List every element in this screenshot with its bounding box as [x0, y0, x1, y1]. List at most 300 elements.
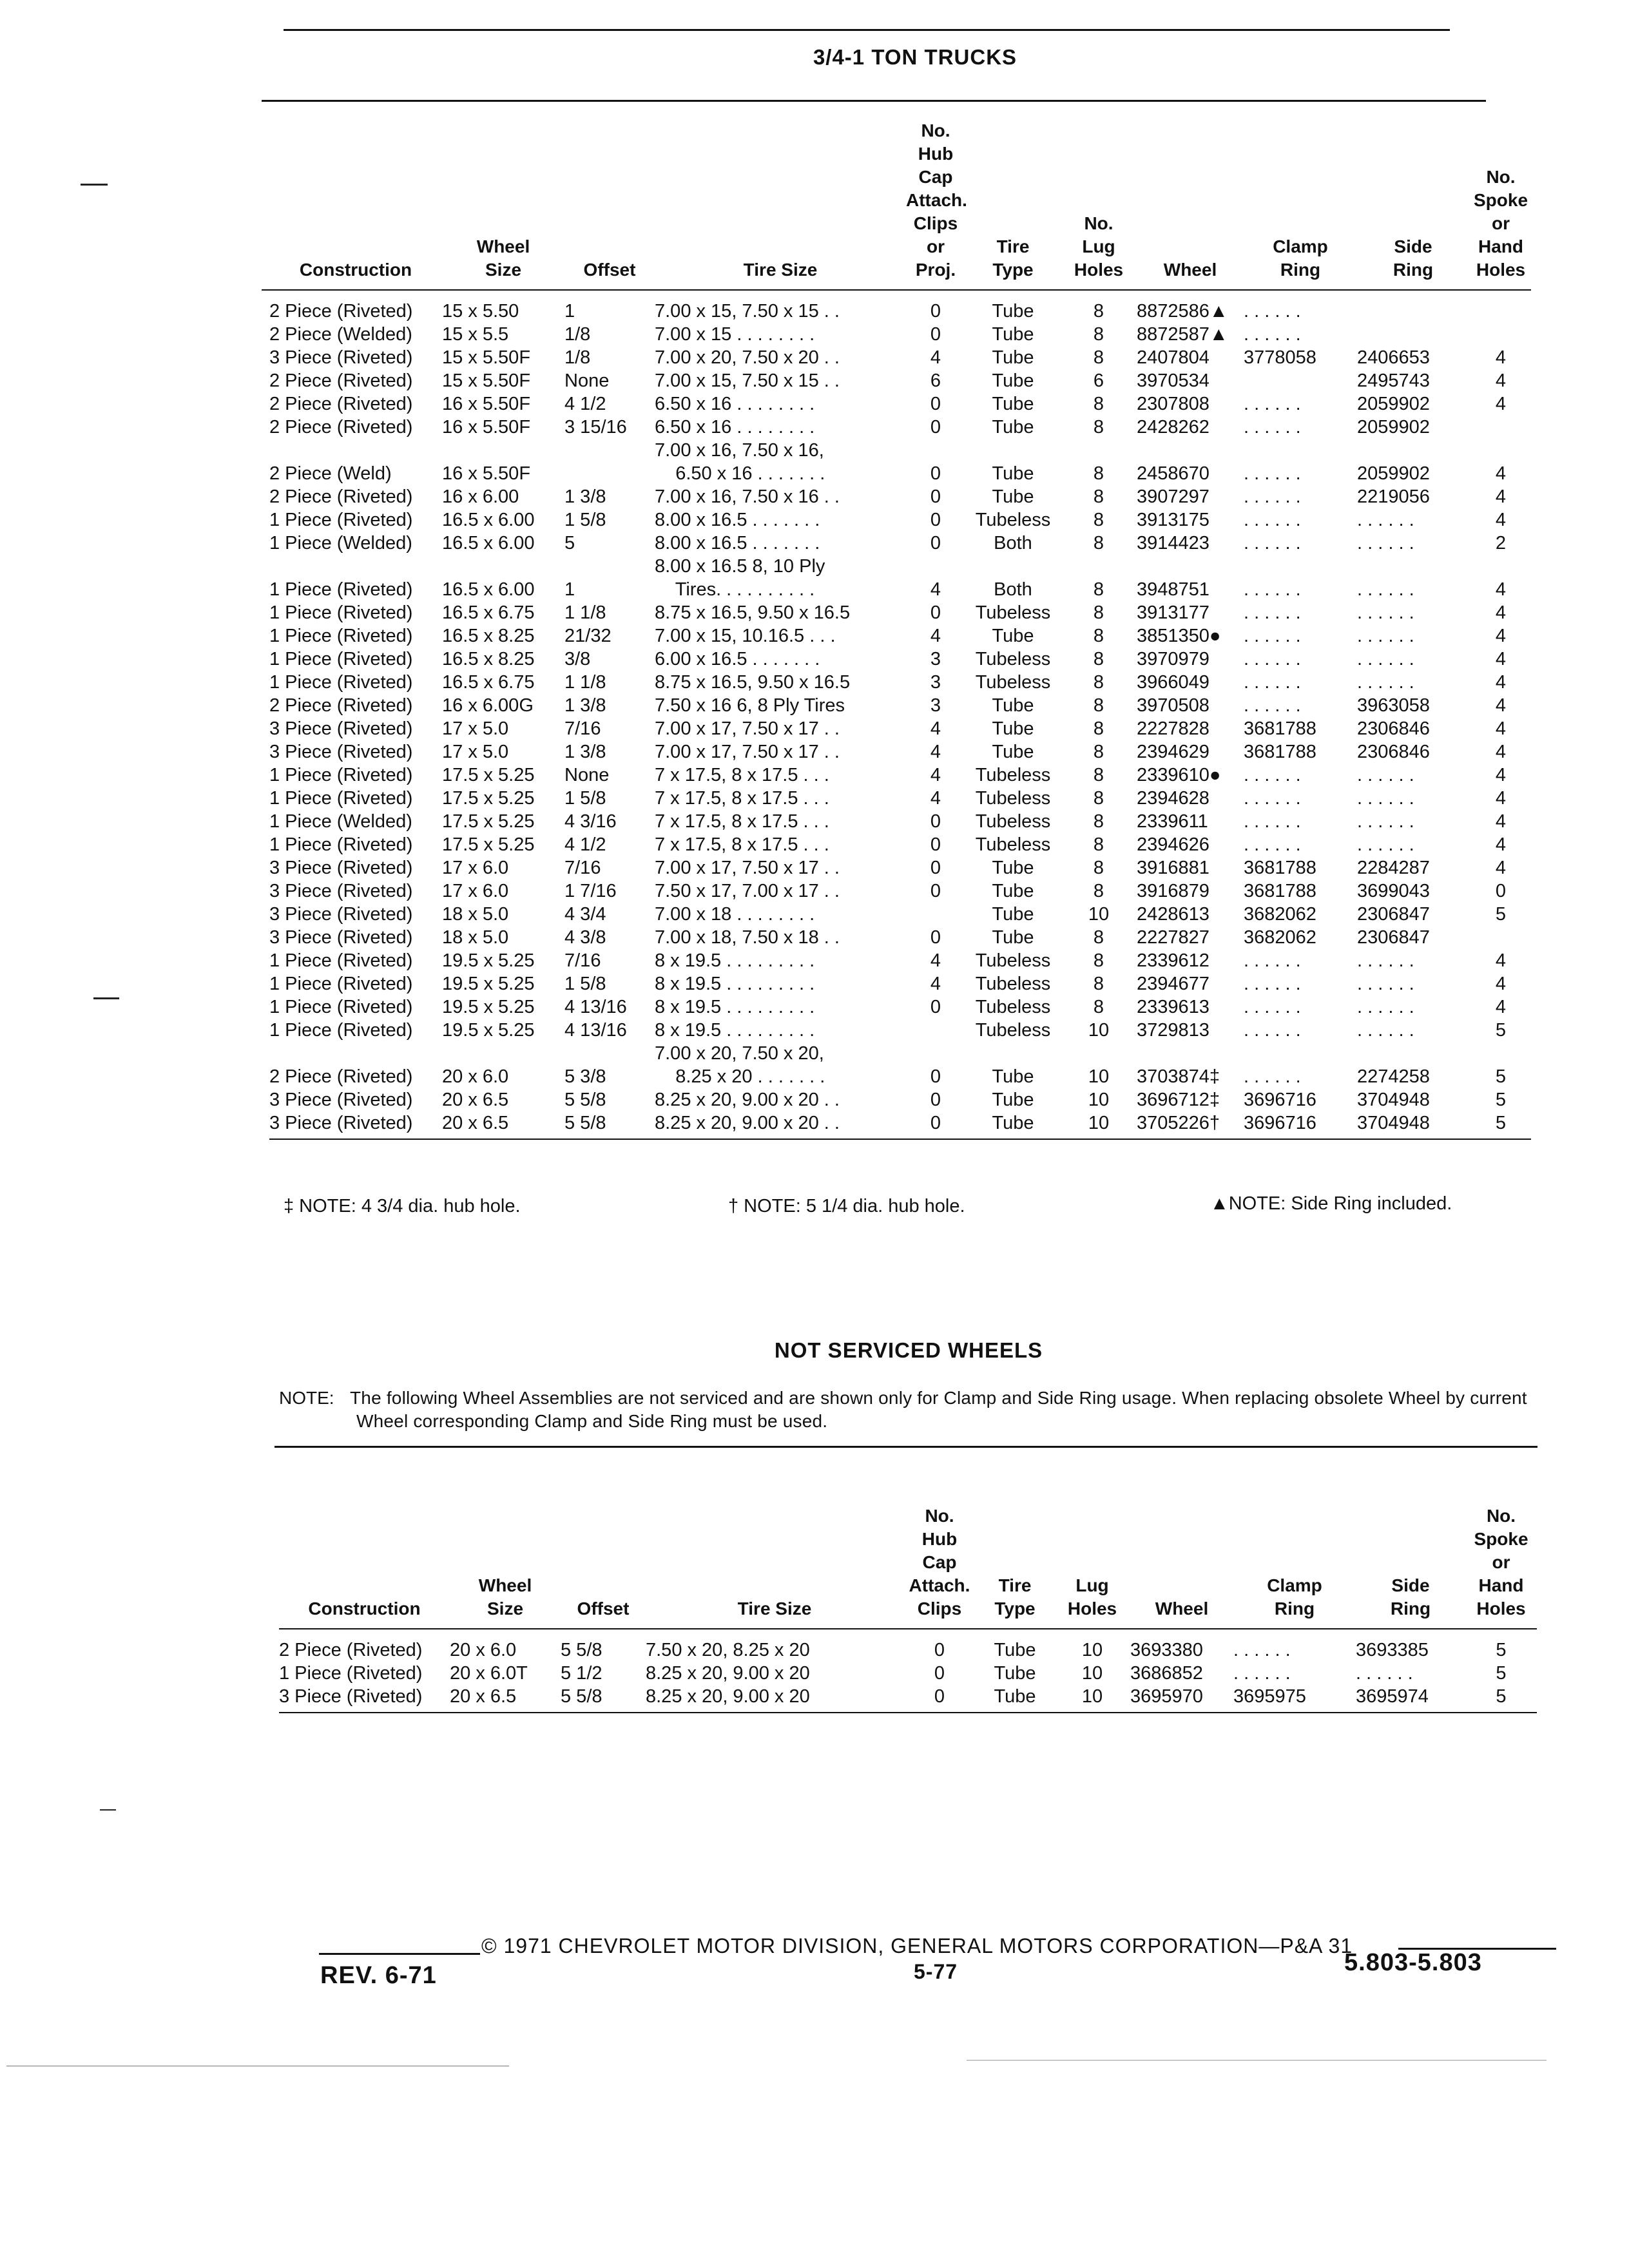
- cell-wheel-size: 16.5 x 8.25: [442, 649, 535, 669]
- table-row: [269, 1019, 1532, 1042]
- cell-wheel-size: 16.5 x 6.00: [442, 510, 535, 530]
- note-double-dagger: ‡ NOTE: 4 3/4 dia. hub hole.: [284, 1196, 521, 1216]
- header-tire-type: Tire Type: [994, 1575, 1036, 1619]
- cell-tire-type: Both: [994, 533, 1032, 553]
- cell-wheel-size: 16.5 x 6.00: [442, 579, 535, 600]
- cell-tire-type: Tube: [992, 695, 1034, 716]
- cell-lug-holes: 8: [1093, 394, 1104, 414]
- cell-construction: 1 Piece (Riveted): [269, 834, 413, 855]
- cell-wheel-size: 16.5 x 6.75: [442, 672, 535, 693]
- cell-wheel: 8872586▲: [1137, 301, 1228, 322]
- footer-rev: REV. 6-71: [320, 1962, 437, 1989]
- cell-side-ring: . . . . . .: [1357, 533, 1414, 553]
- cell-wheel-size: 19.5 x 5.25: [442, 1020, 535, 1041]
- cell-spoke-holes: [1469, 288, 1532, 323]
- cell-tire-type: Tube: [992, 927, 1034, 948]
- cell-wheel-size: 20 x 6.0: [442, 1066, 509, 1087]
- cell-side-ring: 2495743: [1357, 370, 1430, 391]
- cell-wheel-size: 16 x 6.00: [442, 486, 519, 507]
- table-row: [269, 601, 1532, 624]
- cell-clamp-ring: . . . . . .: [1244, 486, 1301, 507]
- cell-wheel-size: 20 x 6.5: [450, 1686, 517, 1707]
- cell-spoke-holes: [1469, 323, 1532, 346]
- cell-clamp-ring: . . . . . .: [1233, 1640, 1291, 1660]
- cell-wheel-size: 17.5 x 5.25: [442, 788, 535, 809]
- table-row: [269, 1088, 1532, 1111]
- cell-tire-size: 7.00 x 16, 7.50 x 16, 6.50 x 16 . . . . . . .: [655, 440, 825, 484]
- cell-side-ring: 2059902: [1357, 394, 1430, 414]
- table-row: [269, 903, 1532, 926]
- cell-side-ring: 2306847: [1357, 927, 1430, 948]
- cell-side-ring: . . . . . .: [1357, 510, 1414, 530]
- header-tire-size: Tire Size: [737, 1599, 812, 1619]
- cell-construction: 1 Piece (Riveted): [269, 997, 413, 1017]
- cell-offset: 1 7/16: [564, 881, 617, 901]
- cell-construction: 2 Piece (Riveted): [269, 301, 413, 322]
- cell-side-ring: . . . . . .: [1357, 834, 1414, 855]
- cell-clamp-ring: . . . . . .: [1244, 1020, 1301, 1041]
- table-row: [269, 439, 1532, 485]
- cell-lug-holes: 8: [1093, 742, 1104, 762]
- cell-tire-type: Tube: [992, 1113, 1034, 1133]
- cell-clamp-ring: . . . . . .: [1244, 301, 1301, 322]
- header-clamp-ring: Clamp Ring: [1267, 1575, 1322, 1619]
- cell-wheel-size: 20 x 6.5: [442, 1090, 509, 1110]
- cell-wheel: 3914423: [1137, 533, 1210, 553]
- cell-tire-size: 6.00 x 16.5 . . . . . . .: [655, 649, 820, 669]
- table-row: [269, 671, 1532, 694]
- cell-construction: 2 Piece (Riveted): [269, 417, 413, 437]
- cell-clamp-ring: . . . . . .: [1244, 765, 1301, 785]
- cell-offset: 1 1/8: [564, 672, 606, 693]
- cell-lug-holes: 8: [1093, 672, 1104, 693]
- cell-hub-cap-clips: 4: [930, 742, 941, 762]
- cell-construction: 1 Piece (Riveted): [269, 950, 413, 971]
- cell-lug-holes: 8: [1093, 788, 1104, 809]
- header-tire-type: Tire Type: [992, 236, 1034, 280]
- cell-wheel: 3970979: [1137, 649, 1210, 669]
- cell-hub-cap-clips: 4: [930, 974, 941, 994]
- cell-clamp-ring: 3681788: [1244, 881, 1316, 901]
- cell-wheel: 2428262: [1137, 417, 1210, 437]
- table-row: [269, 392, 1532, 416]
- cell-side-ring: 3695974: [1356, 1686, 1429, 1707]
- cell-tire-size: 7.00 x 17, 7.50 x 17 . .: [655, 718, 840, 739]
- cell-wheel: 3948751: [1137, 579, 1210, 600]
- footer-copyright: © 1971 CHEVROLET MOTOR DIVISION, GENERAL MOTORS CORPORATION—P&A 31: [481, 1934, 1353, 1957]
- cell-construction: 1 Piece (Riveted): [279, 1663, 423, 1684]
- cell-tire-type: Tubeless: [975, 974, 1051, 994]
- cell-side-ring: 2284287: [1357, 858, 1430, 878]
- cell-wheel: 3703874‡: [1137, 1066, 1220, 1087]
- cell-wheel-size: 16.5 x 6.00: [442, 533, 535, 553]
- cell-offset: 7/16: [564, 858, 601, 878]
- table-row: [269, 508, 1532, 532]
- cell-construction: 1 Piece (Riveted): [269, 1020, 413, 1041]
- cell-tire-type: Tubeless: [975, 649, 1051, 669]
- cell-hub-cap-clips: 0: [930, 811, 941, 832]
- cell-wheel: 2394628: [1137, 788, 1210, 809]
- cell-construction: 1 Piece (Welded): [269, 811, 412, 832]
- cell-clamp-ring: 3682062: [1244, 904, 1316, 925]
- cell-wheel: 2394626: [1137, 834, 1210, 855]
- cell-clamp-ring: . . . . . .: [1244, 602, 1301, 623]
- table-header-row: [279, 1504, 1537, 1627]
- cell-offset: 4 1/2: [564, 834, 606, 855]
- cell-lug-holes: 8: [1093, 858, 1104, 878]
- cell-tire-size: 7 x 17.5, 8 x 17.5 . . .: [655, 834, 829, 855]
- cell-hub-cap-clips: 0: [934, 1640, 945, 1660]
- cell-wheel: 3913177: [1137, 602, 1210, 623]
- table-row: [269, 648, 1532, 671]
- cell-spoke-holes: 4: [1495, 672, 1507, 693]
- cell-spoke-holes: 5: [1495, 1113, 1507, 1133]
- cell-side-ring: 2306846: [1357, 718, 1430, 739]
- cell-wheel-size: 15 x 5.50F: [442, 347, 531, 368]
- cell-offset: 21/32: [564, 626, 612, 646]
- cell-spoke-holes: 4: [1495, 811, 1507, 832]
- cell-wheel-size: 20 x 6.0: [450, 1640, 517, 1660]
- cell-clamp-ring: . . . . . .: [1244, 626, 1301, 646]
- cell-wheel-size: 17.5 x 5.25: [442, 811, 535, 832]
- cell-construction: 1 Piece (Riveted): [269, 765, 413, 785]
- cell-spoke-holes: 5: [1496, 1686, 1507, 1707]
- table-row: [269, 949, 1532, 972]
- cell-clamp-ring: 3682062: [1244, 927, 1316, 948]
- cell-wheel-size: 16 x 6.00G: [442, 695, 534, 716]
- cell-spoke-holes: 4: [1495, 974, 1507, 994]
- cell-clamp-ring: . . . . . .: [1244, 950, 1301, 971]
- cell-side-ring: 2059902: [1357, 417, 1430, 437]
- cell-tire-type: Tube: [992, 347, 1034, 368]
- cell-lug-holes: 8: [1093, 695, 1104, 716]
- cell-offset: 1 5/8: [564, 788, 606, 809]
- cell-hub-cap-clips: [906, 903, 965, 926]
- cell-tire-type: Tube: [992, 742, 1034, 762]
- cell-tire-type: Tube: [994, 1663, 1036, 1684]
- cell-tire-type: Tubeless: [975, 788, 1051, 809]
- cell-tire-type: Tube: [992, 1066, 1034, 1087]
- header-wheel: Wheel: [1155, 1599, 1209, 1619]
- cell-lug-holes: 8: [1093, 927, 1104, 948]
- cell-lug-holes: 8: [1093, 602, 1104, 623]
- cell-spoke-holes: 4: [1495, 858, 1507, 878]
- cell-construction: 2 Piece (Weld): [269, 463, 392, 484]
- cell-lug-holes: 8: [1093, 950, 1104, 971]
- cell-clamp-ring: [1244, 369, 1357, 392]
- cell-offset: 4 13/16: [564, 1020, 627, 1041]
- header-lug-holes: No. Lug Holes: [1074, 213, 1124, 280]
- cell-lug-holes: 8: [1093, 718, 1104, 739]
- margin-mark: [100, 1809, 116, 1811]
- cell-wheel-size: 17 x 5.0: [442, 742, 509, 762]
- cell-side-ring: 2306846: [1357, 742, 1430, 762]
- cell-tire-size: 7.50 x 17, 7.00 x 17 . .: [655, 881, 840, 901]
- cell-spoke-holes: 4: [1495, 486, 1507, 507]
- cell-construction: 2 Piece (Riveted): [269, 695, 413, 716]
- cell-lug-holes: 10: [1088, 1090, 1110, 1110]
- not-serviced-note: [279, 1387, 1542, 1433]
- cell-wheel: 2407804: [1137, 347, 1210, 368]
- cell-offset: 1: [564, 301, 575, 322]
- cell-offset: 4 13/16: [564, 997, 627, 1017]
- cell-wheel-size: 16 x 5.50F: [442, 463, 531, 484]
- header-spoke-holes: No. Spoke or Hand Holes: [1473, 167, 1528, 280]
- cell-construction: 1 Piece (Riveted): [269, 626, 413, 646]
- note-rule: [275, 1446, 1537, 1448]
- cell-hub-cap-clips: 3: [930, 672, 941, 693]
- cell-tire-size: 7.00 x 16, 7.50 x 16 . .: [655, 486, 840, 507]
- cell-wheel: 2339613: [1137, 997, 1210, 1017]
- cell-wheel-size: 15 x 5.5: [442, 324, 509, 345]
- cell-side-ring: 2306847: [1357, 904, 1430, 925]
- cell-spoke-holes: 0: [1495, 881, 1507, 901]
- cell-spoke-holes: 4: [1495, 950, 1507, 971]
- table-row: [279, 1627, 1537, 1662]
- margin-mark: [81, 184, 108, 186]
- table-row: [269, 926, 1532, 949]
- cell-tire-size: 7.50 x 20, 8.25 x 20: [646, 1640, 810, 1660]
- cell-construction: 3 Piece (Riveted): [269, 1090, 413, 1110]
- cell-hub-cap-clips: 0: [930, 602, 941, 623]
- cell-offset: 1/8: [564, 347, 591, 368]
- cell-construction: 3 Piece (Riveted): [269, 347, 413, 368]
- cell-lug-holes: 10: [1088, 1020, 1110, 1041]
- cell-construction: 3 Piece (Riveted): [269, 881, 413, 901]
- cell-construction: 1 Piece (Welded): [269, 533, 412, 553]
- cell-lug-holes: 8: [1093, 811, 1104, 832]
- cell-construction: 2 Piece (Riveted): [269, 370, 413, 391]
- cell-side-ring: [1357, 323, 1469, 346]
- cell-tire-size: 8.25 x 20, 9.00 x 20: [646, 1663, 810, 1684]
- cell-construction: 2 Piece (Riveted): [269, 1066, 413, 1087]
- not-serviced-table: [279, 1504, 1537, 1708]
- table-row: [269, 1042, 1532, 1088]
- table-row: [269, 369, 1532, 392]
- cell-tire-size: 8.00 x 16.5 . . . . . . .: [655, 533, 820, 553]
- cell-clamp-ring: . . . . . .: [1244, 672, 1301, 693]
- cell-tire-size: 7.00 x 17, 7.50 x 17 . .: [655, 858, 840, 878]
- cell-lug-holes: 8: [1093, 533, 1104, 553]
- cell-lug-holes: 8: [1093, 579, 1104, 600]
- cell-lug-holes: 8: [1093, 881, 1104, 901]
- table-body: [279, 1627, 1537, 1708]
- footer-section: 5.803-5.803: [1344, 1949, 1482, 1976]
- cell-wheel-size: 17 x 6.0: [442, 858, 509, 878]
- table-row: [269, 972, 1532, 995]
- table-row: [269, 810, 1532, 833]
- cell-tire-type: Tubeless: [975, 811, 1051, 832]
- cell-wheel: 3907297: [1137, 486, 1210, 507]
- cell-side-ring: 2274258: [1357, 1066, 1430, 1087]
- cell-offset: 3 15/16: [564, 417, 627, 437]
- cell-offset: 1 3/8: [564, 742, 606, 762]
- cell-tire-type: Tubeless: [975, 834, 1051, 855]
- cell-construction: 1 Piece (Riveted): [269, 974, 413, 994]
- cell-tire-type: Tube: [994, 1686, 1036, 1707]
- cell-tire-size: 8 x 19.5 . . . . . . . . .: [655, 997, 815, 1017]
- cell-hub-cap-clips: 0: [930, 858, 941, 878]
- cell-tire-type: Tube: [992, 858, 1034, 878]
- table-row: [269, 764, 1532, 787]
- cell-spoke-holes: 5: [1495, 1090, 1507, 1110]
- cell-hub-cap-clips: 3: [930, 695, 941, 716]
- cell-clamp-ring: 3681788: [1244, 718, 1316, 739]
- cell-tire-type: Tubeless: [975, 1020, 1051, 1041]
- note-side-ring-included: ▲NOTE: Side Ring included.: [1210, 1193, 1452, 1214]
- cell-offset: 4 1/2: [564, 394, 606, 414]
- table-row: [269, 346, 1532, 369]
- cell-spoke-holes: 4: [1495, 463, 1507, 484]
- cell-clamp-ring: 3681788: [1244, 742, 1316, 762]
- table-row: [269, 555, 1532, 601]
- cell-clamp-ring: . . . . . .: [1244, 649, 1301, 669]
- cell-tire-type: Tube: [992, 417, 1034, 437]
- table-header-row: [269, 119, 1532, 288]
- cell-tire-type: Tubeless: [975, 950, 1051, 971]
- cell-clamp-ring: . . . . . .: [1244, 834, 1301, 855]
- table-row: [269, 856, 1532, 879]
- cell-tire-size: 7.00 x 15, 7.50 x 15 . .: [655, 370, 840, 391]
- table-row: [269, 740, 1532, 764]
- cell-spoke-holes: 4: [1495, 742, 1507, 762]
- cell-offset: 7/16: [564, 950, 601, 971]
- cell-tire-size: 7.00 x 15, 10.16.5 . . .: [655, 626, 836, 646]
- cell-construction: 3 Piece (Riveted): [279, 1686, 423, 1707]
- cell-wheel: 3686852: [1130, 1663, 1203, 1684]
- cell-construction: 2 Piece (Riveted): [269, 394, 413, 414]
- cell-tire-size: 8.25 x 20, 9.00 x 20: [646, 1686, 810, 1707]
- cell-lug-holes: 10: [1088, 904, 1110, 925]
- cell-lug-holes: 8: [1093, 765, 1104, 785]
- cell-construction: 1 Piece (Riveted): [269, 579, 413, 600]
- cell-offset: None: [564, 765, 610, 785]
- cell-offset: None: [564, 370, 610, 391]
- cell-tire-size: 6.50 x 16 . . . . . . . .: [655, 417, 815, 437]
- cell-offset: 5 5/8: [561, 1686, 602, 1707]
- cell-tire-size: 8 x 19.5 . . . . . . . . .: [655, 974, 815, 994]
- cell-offset: 5 5/8: [564, 1090, 606, 1110]
- cell-wheel-size: 16 x 5.50F: [442, 417, 531, 437]
- cell-offset: 4 3/16: [564, 811, 617, 832]
- cell-spoke-holes: 4: [1495, 602, 1507, 623]
- cell-tire-type: Tube: [992, 463, 1034, 484]
- cell-spoke-holes: 4: [1495, 695, 1507, 716]
- cell-side-ring: . . . . . .: [1357, 811, 1414, 832]
- cell-offset: [564, 439, 655, 485]
- cell-tire-type: Tube: [992, 394, 1034, 414]
- cell-offset: 1: [564, 579, 575, 600]
- header-side-ring: Side Ring: [1390, 1575, 1431, 1619]
- cell-tire-size: 7.00 x 18 . . . . . . . .: [655, 904, 815, 925]
- table-row: [269, 694, 1532, 717]
- cell-wheel: 3695970: [1130, 1686, 1203, 1707]
- cell-spoke-holes: 5: [1495, 904, 1507, 925]
- cell-hub-cap-clips: 0: [930, 927, 941, 948]
- cell-wheel-size: 17.5 x 5.25: [442, 765, 535, 785]
- cell-hub-cap-clips: 0: [934, 1686, 945, 1707]
- cell-offset: 5 1/2: [561, 1663, 602, 1684]
- cell-tire-type: Tube: [992, 301, 1034, 322]
- header-wheel-size: Wheel Size: [478, 1575, 532, 1619]
- cell-wheel: 2428613: [1137, 904, 1210, 925]
- cell-clamp-ring: . . . . . .: [1244, 997, 1301, 1017]
- cell-hub-cap-clips: 0: [930, 834, 941, 855]
- cell-wheel: 3913175: [1137, 510, 1210, 530]
- cell-spoke-holes: 4: [1495, 718, 1507, 739]
- cell-hub-cap-clips: 3: [930, 649, 941, 669]
- cell-side-ring: 3704948: [1357, 1090, 1430, 1110]
- cell-offset: 1 3/8: [564, 486, 606, 507]
- cell-tire-type: Both: [994, 579, 1032, 600]
- cell-tire-size: 7.00 x 18, 7.50 x 18 . .: [655, 927, 840, 948]
- cell-wheel: 8872587▲: [1137, 324, 1228, 345]
- cell-offset: 1 3/8: [564, 695, 606, 716]
- cell-wheel: 3696712‡: [1137, 1090, 1220, 1110]
- cell-wheel: 3851350●: [1137, 626, 1221, 646]
- cell-tire-type: Tubeless: [975, 602, 1051, 623]
- cell-wheel: 3916879: [1137, 881, 1210, 901]
- cell-offset: 1 5/8: [564, 974, 606, 994]
- cell-spoke-holes: 4: [1495, 579, 1507, 600]
- header-wheel-size: Wheel Size: [476, 236, 530, 280]
- cell-tire-size: 7.50 x 16 6, 8 Ply Tires: [655, 695, 845, 716]
- cell-wheel: 2339611: [1137, 811, 1208, 832]
- cell-tire-size: 8.25 x 20, 9.00 x 20 . .: [655, 1090, 840, 1110]
- cell-offset: 5 5/8: [564, 1113, 606, 1133]
- cell-wheel-size: 17 x 5.0: [442, 718, 509, 739]
- cell-hub-cap-clips: 0: [930, 394, 941, 414]
- cell-tire-size: 8.75 x 16.5, 9.50 x 16.5: [655, 672, 851, 693]
- cell-clamp-ring: 3681788: [1244, 858, 1316, 878]
- cell-tire-type: Tubeless: [975, 765, 1051, 785]
- table-row: [279, 1662, 1537, 1685]
- cell-hub-cap-clips: 6: [930, 370, 941, 391]
- cell-hub-cap-clips: 4: [930, 347, 941, 368]
- cell-tire-type: Tube: [992, 370, 1034, 391]
- cell-offset: 1 5/8: [564, 510, 606, 530]
- cell-tire-size: 8.75 x 16.5, 9.50 x 16.5: [655, 602, 851, 623]
- cell-spoke-holes: 5: [1496, 1640, 1507, 1660]
- cell-spoke-holes: 2: [1495, 533, 1507, 553]
- cell-hub-cap-clips: 0: [930, 463, 941, 484]
- table-row: [269, 995, 1532, 1019]
- cell-side-ring: . . . . . .: [1356, 1663, 1413, 1684]
- cell-hub-cap-clips: 4: [930, 788, 941, 809]
- table-row: [269, 624, 1532, 648]
- table-row: [269, 288, 1532, 323]
- cell-lug-holes: 10: [1081, 1686, 1103, 1707]
- note-dagger: † NOTE: 5 1/4 dia. hub hole.: [728, 1196, 965, 1216]
- table-body: [269, 288, 1532, 1135]
- cell-hub-cap-clips: 0: [934, 1663, 945, 1684]
- cell-construction: 3 Piece (Riveted): [269, 858, 413, 878]
- cell-construction: 1 Piece (Riveted): [269, 649, 413, 669]
- cell-tire-type: Tube: [992, 324, 1034, 345]
- cell-clamp-ring: . . . . . .: [1244, 974, 1301, 994]
- cell-hub-cap-clips: 4: [930, 950, 941, 971]
- cell-tire-size: 8 x 19.5 . . . . . . . . .: [655, 1020, 815, 1041]
- cell-lug-holes: 8: [1093, 649, 1104, 669]
- title-rule: [262, 100, 1486, 102]
- header-wheel: Wheel: [1163, 260, 1217, 280]
- header-hub-cap-clips: No. Hub Cap Attach. Clips: [909, 1506, 970, 1619]
- cell-wheel-size: 16 x 5.50F: [442, 394, 531, 414]
- cell-spoke-holes: 4: [1495, 649, 1507, 669]
- header-tire-size: Tire Size: [743, 260, 818, 280]
- cell-wheel: 3705226†: [1137, 1113, 1220, 1133]
- cell-hub-cap-clips: 0: [930, 417, 941, 437]
